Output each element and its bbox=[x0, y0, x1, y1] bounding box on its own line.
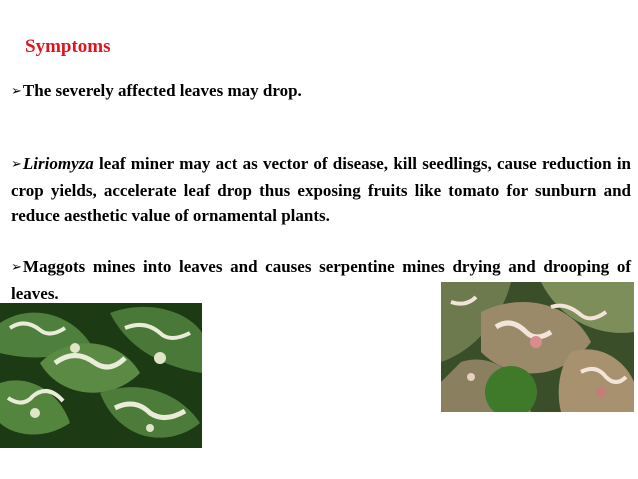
bullet-2-species: Liriomyza bbox=[22, 154, 94, 173]
arrow-bullet-icon: ➢ bbox=[11, 84, 22, 99]
slide-title: Symptoms bbox=[25, 36, 111, 57]
bullet-2 bbox=[11, 151, 631, 228]
arrow-bullet-icon: ➢ bbox=[11, 157, 22, 172]
arrow-bullet-icon: ➢ bbox=[11, 260, 22, 275]
bullet-2-text: leaf miner may act as vector of disease, kill seedlings, cause reduction in crop yields, accelerate leaf drop thus exposing fruits like tomato for sunburn and reduce aesthetic value of ornamental plants. bbox=[11, 154, 631, 225]
bullet-1-text: The severely affected leaves may drop. bbox=[22, 81, 302, 100]
leaf-mine-photo-graphic bbox=[0, 303, 202, 448]
bullet-1 bbox=[11, 78, 631, 105]
leaf-mine-photo bbox=[0, 303, 202, 448]
damaged-leaf-photo bbox=[441, 282, 634, 412]
bullet-3-text: Maggots mines into leaves and causes serpentine mines drying and drooping of leaves. bbox=[11, 257, 631, 303]
damaged-leaf-photo-graphic bbox=[441, 282, 634, 412]
